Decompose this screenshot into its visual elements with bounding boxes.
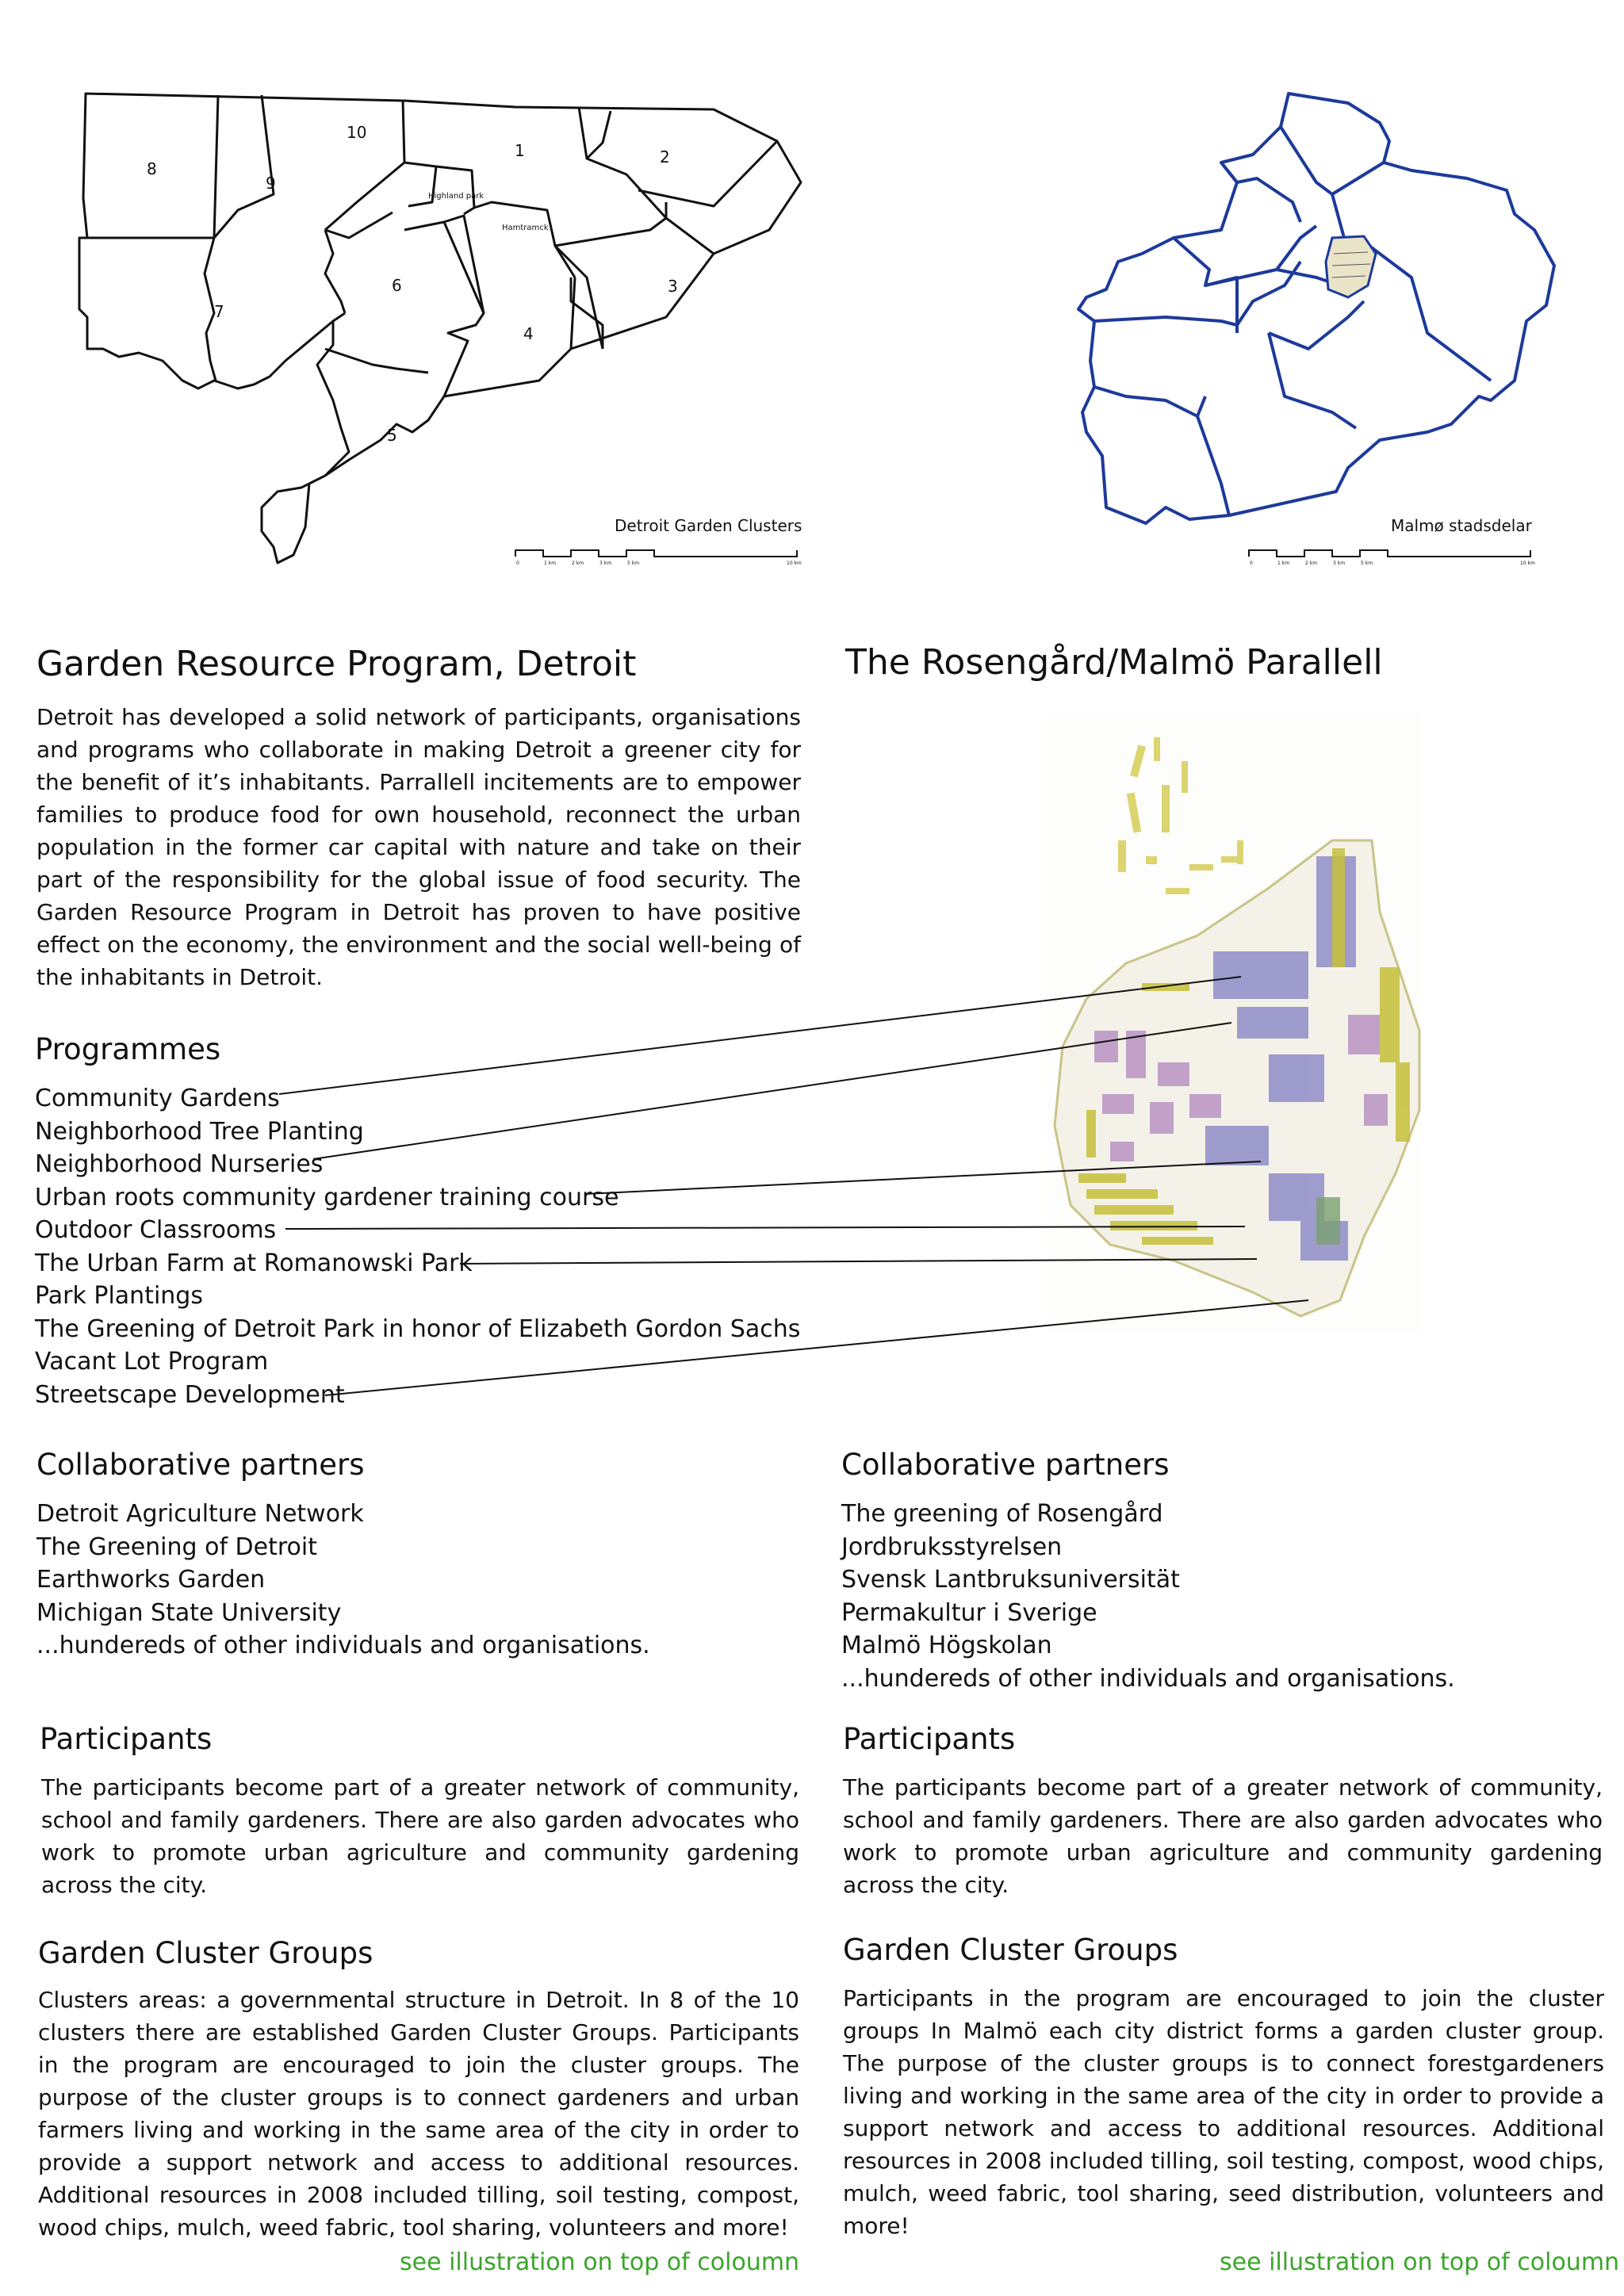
list-item: Detroit Agriculture Network <box>36 1500 364 1528</box>
left-clusters-text: Clusters areas: a governmental structure in Detroit. In 8 of the 10 clusters there are established Garden Cluster Groups. Participants in the program are encouraged to join the cluster groups. The purpose of the cluster groups is to connect gardeners and urban farmers living and working in the same area of the city in order to provide a support network and access to additional resources. Additional resources in 2008 included tilling, soil testing, compost, wood chips, mulch, weed fabric, tool sharing, volunteers and more! <box>38 1987 799 2241</box>
district-label: 10 <box>347 123 367 142</box>
scale-label: 2 km <box>572 561 584 566</box>
district-label: 3 <box>668 277 678 296</box>
district-label: 1 <box>515 141 525 160</box>
scale-label: 5 km <box>627 561 640 566</box>
left-footnote: see illustration on top of coloumn <box>400 2248 800 2276</box>
scale-label: 10 km <box>787 561 802 566</box>
scale-label: 1 km <box>1277 561 1290 566</box>
district-label-hamtramck: Hamtramck <box>502 224 549 232</box>
right-clusters-heading: Garden Cluster Groups <box>843 1933 1178 1967</box>
left-title: Garden Resource Program, Detroit <box>36 644 637 684</box>
list-item: The Urban Farm at Romanowski Park <box>35 1249 473 1277</box>
list-item: Neighborhood Tree Planting <box>35 1117 364 1146</box>
list-item: Vacant Lot Program <box>35 1348 269 1376</box>
scale-label: 0 <box>516 561 519 566</box>
scale-label: 1 km <box>544 561 557 566</box>
scale-label: 5 km <box>1361 561 1373 566</box>
list-item: ...hundereds of other individuals and organisations. <box>841 1664 1455 1693</box>
list-item: The Greening of Detroit Park in honor of Elizabeth Gordon Sachs <box>35 1314 801 1343</box>
list-item: Jordbruksstyrelsen <box>841 1533 1063 1561</box>
district-label: 7 <box>214 302 224 321</box>
list-item: Neighborhood Nurseries <box>35 1150 324 1178</box>
left-partners-heading: Collaborative partners <box>36 1448 365 1482</box>
list-item: The Greening of Detroit <box>36 1533 318 1561</box>
right-footnote: see illustration on top of coloumn <box>1220 2248 1620 2276</box>
map-caption: Malmø stadsdelar <box>1391 516 1532 535</box>
map-caption: Detroit Garden Clusters <box>615 516 802 535</box>
list-item: Outdoor Classrooms <box>35 1216 277 1244</box>
list-item: Svensk Lantbruksuniversität <box>841 1566 1180 1594</box>
district-label: 6 <box>392 276 402 295</box>
right-clusters-text: Participants in the program are encouraged to join the cluster groups In Malmö each city district forms a garden cluster group. The purpose of the cluster groups is to connect forestgardeners living and working in the same area of the city in order to provide a support network and access to additional resources. Additional resources in 2008 included tilling, soil testing, compost, wood chips, mulch, weed fabric, tool sharing, seed distribution, volunteers and more! <box>843 1985 1604 2239</box>
district-label: 9 <box>266 174 276 193</box>
left-intro: Detroit has developed a solid network of participants, organisations and programs who collaborate in making Detroit a greener city for the benefit of it’s inhabitants. Parrallell incitements are to empower families to produce food for own household, reconnect the urban population in the former car capital with nature and take on their part of the responsibility for the global issue of food security. The Garden Resource Program in Detroit has proven to have positive effect on the economy, the environment and the social well-being of the inhabitants in Detroit. <box>36 704 801 990</box>
list-item: Streetscape Development <box>35 1380 345 1409</box>
left-participants-heading: Participants <box>40 1722 213 1756</box>
right-title: The Rosengård/Malmö Parallell <box>845 642 1383 683</box>
scale-label: 3 km <box>1333 561 1346 566</box>
list-item: Malmö Högskolan <box>841 1632 1052 1659</box>
list-item: ...hundereds of other individuals and organisations. <box>36 1632 650 1659</box>
district-label: 2 <box>660 147 670 166</box>
programmes-heading: Programmes <box>35 1032 221 1066</box>
list-item: The greening of Rosengård <box>841 1500 1163 1528</box>
list-item: Earthworks Garden <box>36 1566 266 1594</box>
district-label: 5 <box>387 426 397 445</box>
list-item: Community Gardens <box>35 1085 280 1112</box>
left-partners-list <box>36 1498 650 1663</box>
list-item: Michigan State University <box>36 1598 342 1627</box>
programmes-list <box>35 1082 800 1411</box>
right-partners-list <box>841 1498 1455 1695</box>
scale-label: 2 km <box>1305 561 1318 566</box>
scale-label: 0 <box>1250 561 1253 566</box>
district-label-highland-park: Highland park <box>428 192 485 201</box>
left-clusters-heading: Garden Cluster Groups <box>38 1936 373 1970</box>
list-item: Permakultur i Sverige <box>841 1598 1097 1627</box>
left-participants-text: The participants become part of a greater network of community, school and family gardeners. There are also garden advocates who work to promote urban agriculture and community gardening across the city. <box>41 1774 799 1898</box>
right-participants-text: The participants become part of a greater network of community, school and family gardeners. There are also garden advocates who work to promote urban agriculture and community gardening across the city. <box>843 1774 1603 1898</box>
scale-label: 10 km <box>1520 561 1535 566</box>
list-item: Park Plantings <box>35 1282 203 1310</box>
district-label: 8 <box>147 159 157 178</box>
right-partners-heading: Collaborative partners <box>841 1448 1170 1482</box>
list-item: Urban roots community gardener training course <box>35 1183 619 1211</box>
district-label: 4 <box>523 324 534 343</box>
scale-label: 3 km <box>599 561 612 566</box>
right-participants-heading: Participants <box>843 1722 1016 1756</box>
